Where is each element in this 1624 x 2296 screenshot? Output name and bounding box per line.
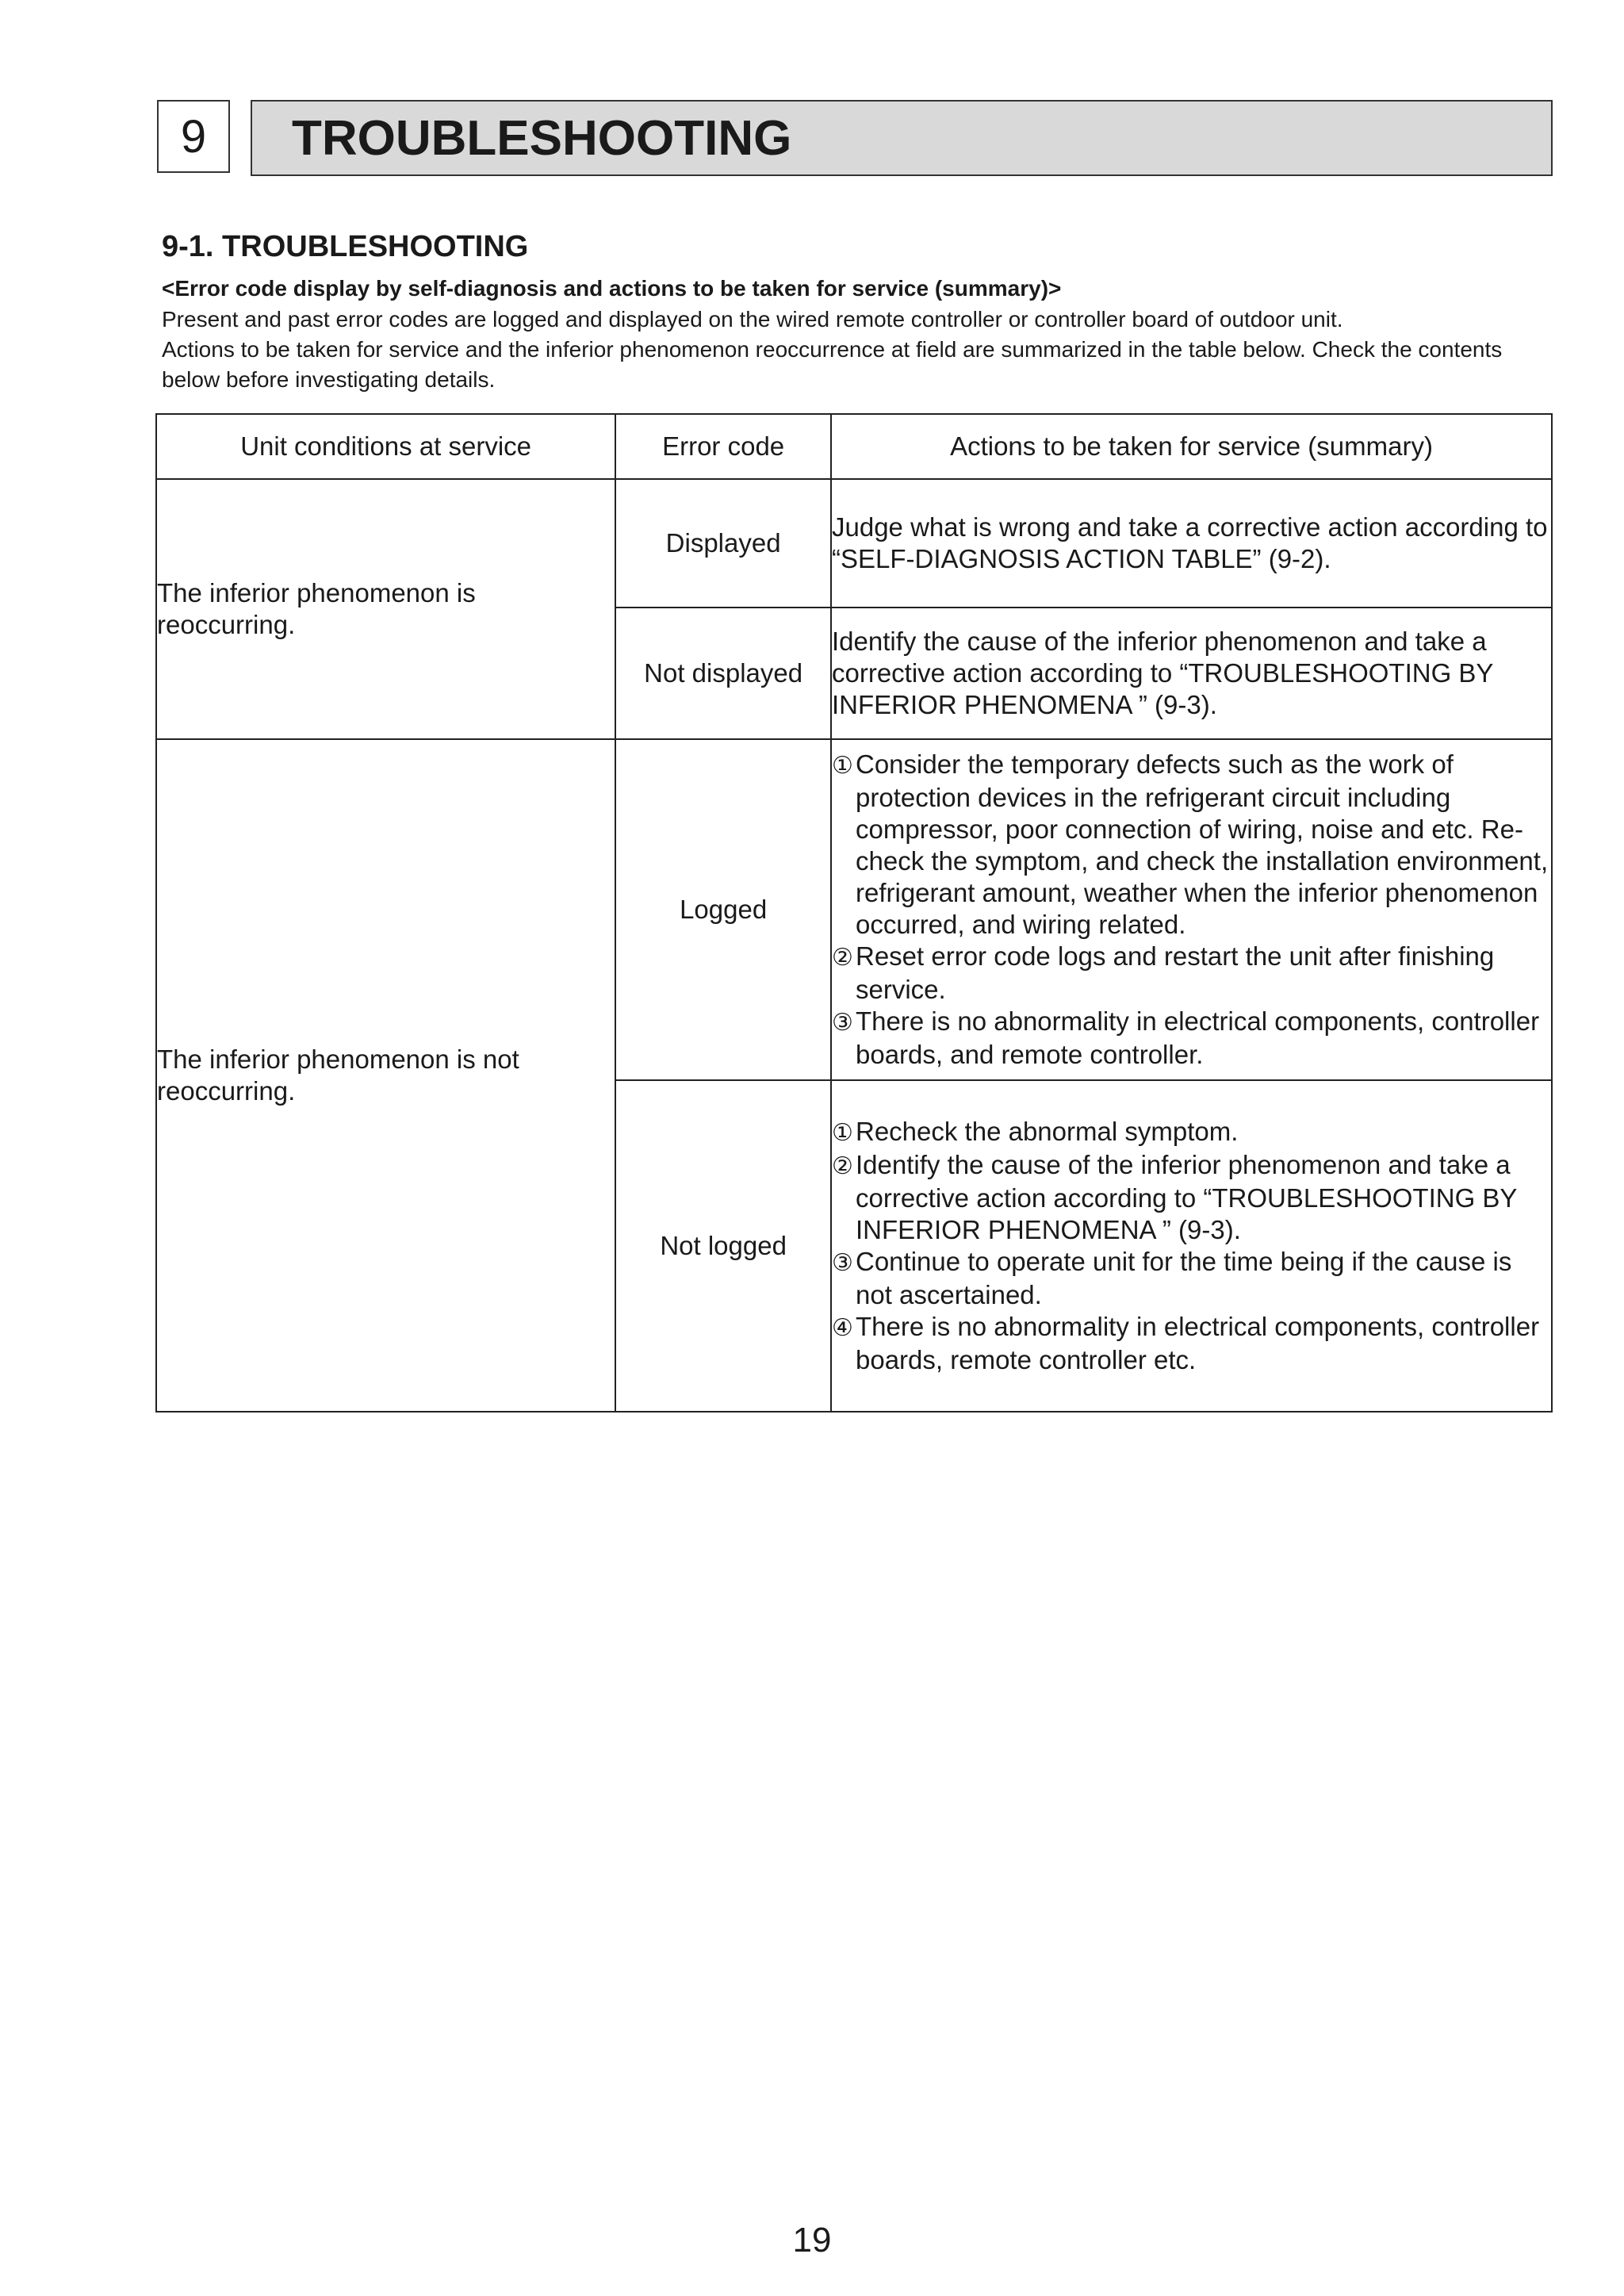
step-text: Recheck the abnormal symptom. xyxy=(856,1117,1239,1146)
error-code-cell: Not logged xyxy=(615,1080,831,1412)
header-error-code: Error code xyxy=(615,414,831,479)
step-marker: ③ xyxy=(832,1249,853,1277)
step-marker: ② xyxy=(832,944,853,972)
troubleshooting-table xyxy=(155,413,1553,1412)
section-subtitle: <Error code display by self-diagnosis and actions to be taken for service (summary)> xyxy=(162,276,1062,301)
intro-paragraph: Present and past error codes are logged and displayed on the wired remote controller or controller board of outdoor unit. xyxy=(162,307,1343,332)
action-cell xyxy=(831,739,1552,1080)
table-header-row xyxy=(156,414,1552,479)
action-step xyxy=(832,1311,1551,1376)
table-row xyxy=(156,479,1552,608)
step-text: Reset error code logs and restart the unit after finishing service. xyxy=(856,941,1495,1004)
action-cell: Identify the cause of the inferior phenomenon and take a corrective action according to “TROUBLESHOOTING BY INFERIOR PHENOMENA ” (9-3). xyxy=(831,608,1552,739)
step-marker: ② xyxy=(832,1152,853,1180)
condition-cell: The inferior phenomenon is not reoccurring. xyxy=(156,739,615,1412)
intro-paragraph: Actions to be taken for service and the inferior phenomenon reoccurrence at field are summarized in the table below. Check the contents below before investigating details. xyxy=(162,337,1503,392)
action-step xyxy=(832,1006,1551,1071)
error-code-cell: Displayed xyxy=(615,479,831,608)
step-text: There is no abnormality in electrical components, controller boards, remote controller etc. xyxy=(856,1312,1540,1374)
action-step xyxy=(832,941,1551,1006)
section-title: 9-1. TROUBLESHOOTING xyxy=(162,230,529,263)
chapter-number: 9 xyxy=(157,100,230,173)
step-text: Consider the temporary defects such as the work of protection devices in the refrigerant circuit including compressor, poor connection of wiring, noise and etc. Re-check the symptom, and check the installation environment, refrigerant amount, weather when the inferior phenomenon occurred, and wiring related. xyxy=(856,749,1549,939)
chapter-title: TROUBLESHOOTING xyxy=(292,110,792,166)
header-unit-conditions: Unit conditions at service xyxy=(156,414,615,479)
action-step xyxy=(832,749,1551,941)
table-row xyxy=(156,739,1552,1080)
header-actions: Actions to be taken for service (summary) xyxy=(831,414,1552,479)
action-cell: Judge what is wrong and take a corrective action according to “SELF-DIAGNOSIS ACTION TABLE” (9-2). xyxy=(831,479,1552,608)
action-step xyxy=(832,1116,1551,1149)
step-text: There is no abnormality in electrical components, controller boards, and remote controller. xyxy=(856,1006,1540,1069)
step-marker: ① xyxy=(832,1119,853,1147)
step-text: Continue to operate unit for the time being if the cause is not ascertained. xyxy=(856,1247,1512,1309)
step-marker: ④ xyxy=(832,1314,853,1342)
action-step xyxy=(832,1246,1551,1311)
error-code-cell: Logged xyxy=(615,739,831,1080)
chapter-title-bar xyxy=(251,100,1553,176)
intro-text xyxy=(162,305,1557,395)
action-step xyxy=(832,1149,1551,1246)
page-number: 19 xyxy=(792,2221,832,2260)
error-code-cell: Not displayed xyxy=(615,608,831,739)
step-marker: ③ xyxy=(832,1009,853,1037)
condition-cell: The inferior phenomenon is reoccurring. xyxy=(156,479,615,739)
action-cell xyxy=(831,1080,1552,1412)
step-marker: ① xyxy=(832,752,853,780)
step-text: Identify the cause of the inferior phenomenon and take a corrective action according to “TROUBLESHOOTING BY INFERIOR PHENOMENA ” (9-3). xyxy=(856,1150,1517,1244)
